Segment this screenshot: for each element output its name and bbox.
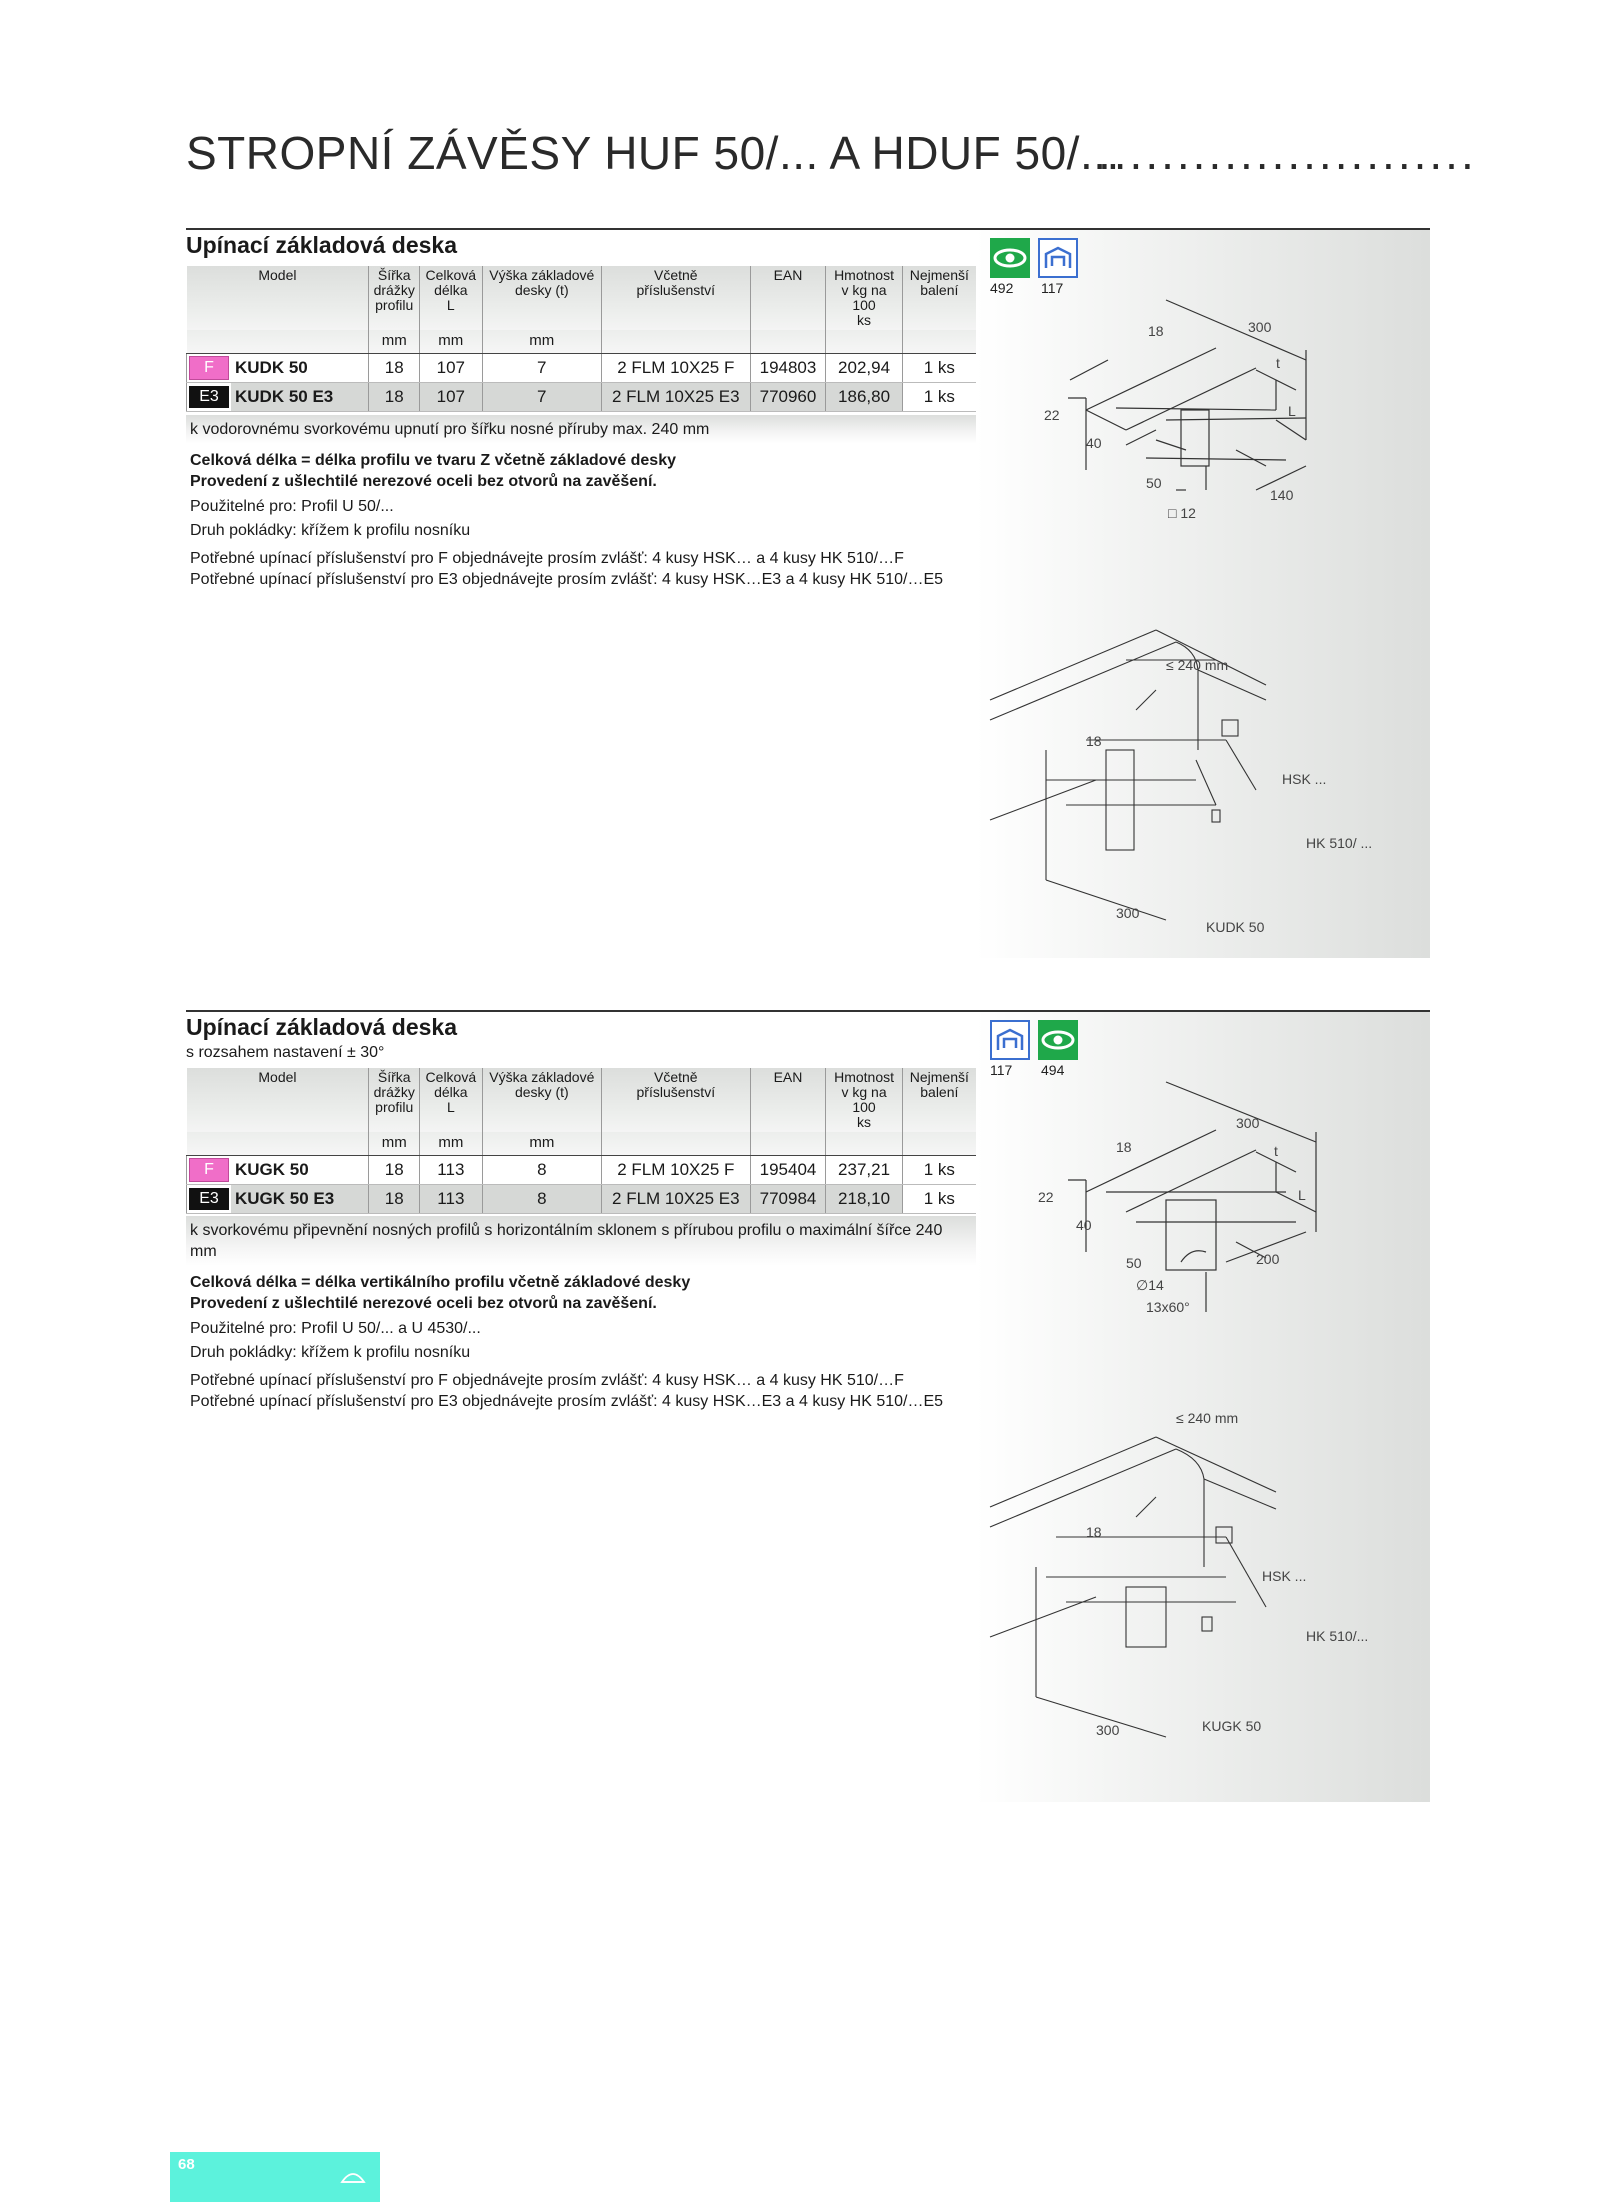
- icon-label: 494: [1041, 1062, 1065, 1078]
- finish-badge-f: F: [189, 356, 229, 380]
- col-pack: Nejmenší balení: [902, 266, 976, 330]
- cell-height: 8: [482, 1185, 601, 1214]
- dim-300: 300: [1096, 1722, 1120, 1738]
- hk-label: HK 510/ ...: [1306, 835, 1373, 851]
- cell-weight: 186,80: [826, 383, 902, 412]
- col-length: Celková délka L: [420, 1068, 483, 1132]
- dim-L: L: [1298, 1187, 1306, 1203]
- installation-drawing: [976, 590, 1430, 950]
- dim-300: 300: [1248, 319, 1272, 335]
- col-ean: EAN: [750, 1068, 826, 1132]
- col-width: Šířka drážky profilu: [369, 266, 420, 330]
- col-pack: Nejmenší balení: [902, 1068, 976, 1132]
- page-title: STROPNÍ ZÁVĚSY HUF 50/... A HDUF 50/...: [186, 127, 1120, 179]
- page-number-tab: [170, 2152, 380, 2202]
- dim-200: 200: [1256, 1251, 1280, 1267]
- unit-mm: mm: [369, 1132, 420, 1156]
- hsk-label: HSK ...: [1282, 771, 1327, 787]
- table-row: [187, 383, 977, 412]
- cell-height: 7: [482, 354, 601, 383]
- profile-icon[interactable]: [990, 1020, 1030, 1060]
- cell-length: 107: [420, 383, 483, 412]
- dim-22: 22: [1038, 1189, 1054, 1205]
- model-name: KUDK 50: [235, 358, 308, 377]
- unit-mm: mm: [420, 1132, 483, 1156]
- drawing-panel: [976, 1012, 1430, 1802]
- cell-height: 7: [482, 383, 601, 412]
- application-note: k vodorovnému svorkovému upnutí pro šířku nosné příruby max. 240 mm: [186, 415, 976, 444]
- dim-angle: 13x60°: [1146, 1299, 1190, 1315]
- cell-ean: 194803: [750, 354, 826, 383]
- flange-width-label: ≤ 240 mm: [1166, 657, 1229, 673]
- finish-badge-e3: E3: [189, 386, 229, 408]
- spec-table: [186, 1068, 976, 1214]
- eye-icon[interactable]: [1038, 1020, 1078, 1060]
- dim-18: 18: [1086, 1524, 1102, 1540]
- icon-label: 117: [990, 1062, 1013, 1078]
- finish-badge-e3: E3: [189, 1188, 229, 1210]
- table-row: [187, 354, 977, 383]
- logo-icon: [338, 2164, 368, 2190]
- profile-icon[interactable]: [1038, 238, 1078, 278]
- cell-accessories: 2 FLM 10X25 E3: [602, 1185, 751, 1214]
- part-label: KUDK 50: [1206, 919, 1265, 935]
- eye-icon[interactable]: [990, 238, 1030, 278]
- cell-accessories: 2 FLM 10X25 E3: [602, 383, 751, 412]
- unit-mm: mm: [420, 330, 483, 354]
- cell-pack: 1 ks: [902, 354, 976, 383]
- table-row: [187, 1156, 977, 1185]
- dim-140: 140: [1270, 487, 1294, 503]
- cell-height: 8: [482, 1156, 601, 1185]
- cell-ean: 770984: [750, 1185, 826, 1214]
- dim-300: 300: [1116, 905, 1140, 921]
- laying-type: Druh pokládky: křížem k profilu nosníku: [190, 522, 471, 539]
- col-height: Výška základové desky (t): [482, 1068, 601, 1132]
- col-width: Šířka drážky profilu: [369, 1068, 420, 1132]
- section-subheading: s rozsahem nastavení ± 30°: [186, 1044, 385, 1061]
- usable-for: Použitelné pro: Profil U 50/... a U 4530/...: [190, 1320, 481, 1337]
- cell-weight: 202,94: [826, 354, 902, 383]
- cell-accessories: 2 FLM 10X25 F: [602, 1156, 751, 1185]
- icon-label: 117: [1041, 280, 1064, 296]
- dim-t: t: [1274, 1143, 1278, 1159]
- dim-18: 18: [1116, 1139, 1132, 1155]
- section-kudk: [186, 228, 1430, 958]
- col-length: Celková délka L: [420, 266, 483, 330]
- cell-ean: 770960: [750, 383, 826, 412]
- cell-length: 107: [420, 354, 483, 383]
- dim-50: 50: [1126, 1255, 1142, 1271]
- length-definition: Celková délka = délka profilu ve tvaru Z včetně základové desky: [190, 452, 676, 469]
- cell-width: 18: [369, 1185, 420, 1214]
- cell-width: 18: [369, 1156, 420, 1185]
- required-accessories-f: Potřebné upínací příslušenství pro F objednávejte prosím zvlášť: 4 kusy HSK… a 4 kusy HK 510/…F: [190, 550, 904, 567]
- application-note: k svorkovému připevnění nosných profilů s horizontálním sklonem s přírubou profilu o maximální šířce 240 mm: [186, 1216, 976, 1266]
- dimension-drawing: [976, 290, 1430, 590]
- material-note: Provedení z ušlechtilé nerezové oceli bez otvorů na zavěšení.: [190, 473, 657, 490]
- dim-dia14: ∅14: [1136, 1277, 1164, 1293]
- cell-weight: 237,21: [826, 1156, 902, 1185]
- section-heading: Upínací základová deska: [186, 1014, 458, 1040]
- dim-300: 300: [1236, 1115, 1260, 1131]
- hsk-label: HSK ...: [1262, 1568, 1307, 1584]
- dim-22: 22: [1044, 407, 1060, 423]
- col-model: Model: [187, 266, 369, 330]
- part-label: KUGK 50: [1202, 1718, 1262, 1734]
- col-model: Model: [187, 1068, 369, 1132]
- cell-accessories: 2 FLM 10X25 F: [602, 354, 751, 383]
- drawing-panel: [976, 230, 1430, 958]
- model-name: KUGK 50 E3: [231, 1185, 368, 1213]
- col-height: Výška základové desky (t): [482, 266, 601, 330]
- hk-label: HK 510/...: [1306, 1628, 1369, 1644]
- col-accessories: Včetně příslušenství: [602, 1068, 751, 1132]
- required-accessories-e3: Potřebné upínací příslušenství pro E3 objednávejte prosím zvlášť: 4 kusy HSK…E3 a 4 kusy HK 510/…E5: [190, 571, 944, 588]
- dim-40: 40: [1086, 435, 1102, 451]
- section-kugk: [186, 1010, 1430, 1810]
- cell-ean: 195404: [750, 1156, 826, 1185]
- cell-length: 113: [420, 1156, 483, 1185]
- cell-width: 18: [369, 383, 420, 412]
- dim-L: L: [1288, 403, 1296, 419]
- section-heading: Upínací základová deska: [186, 232, 458, 258]
- dim-40: 40: [1076, 1217, 1092, 1233]
- page-number: 68: [178, 2156, 195, 2173]
- required-accessories-e3: Potřebné upínací příslušenství pro E3 objednávejte prosím zvlášť: 4 kusy HSK…E3 a 4 kusy HK 510/…E5: [190, 1393, 944, 1410]
- cell-length: 113: [420, 1185, 483, 1214]
- cell-pack: 1 ks: [902, 1185, 976, 1214]
- laying-type: Druh pokládky: křížem k profilu nosníku: [190, 1344, 471, 1361]
- finish-badge-f: F: [189, 1158, 229, 1182]
- col-weight: Hmotnost v kg na 100 ks: [826, 1068, 902, 1132]
- cell-pack: 1 ks: [902, 1156, 976, 1185]
- dim-18: 18: [1148, 323, 1164, 339]
- unit-mm: mm: [369, 330, 420, 354]
- col-weight: Hmotnost v kg na 100 ks: [826, 266, 902, 330]
- title-leader-dots: ........................: [1098, 127, 1477, 179]
- unit-mm: mm: [482, 330, 601, 354]
- required-accessories-f: Potřebné upínací příslušenství pro F objednávejte prosím zvlášť: 4 kusy HSK… a 4 kusy HK 510/…F: [190, 1372, 904, 1389]
- installation-drawing: [976, 1397, 1430, 1777]
- cell-pack: 1 ks: [902, 383, 976, 412]
- col-accessories: Včetně příslušenství: [602, 266, 751, 330]
- col-ean: EAN: [750, 266, 826, 330]
- icon-label: 492: [990, 280, 1014, 296]
- unit-mm: mm: [482, 1132, 601, 1156]
- model-name: KUDK 50 E3: [231, 383, 368, 411]
- flange-width-label: ≤ 240 mm: [1176, 1410, 1239, 1426]
- cell-weight: 218,10: [826, 1185, 902, 1214]
- model-name: KUGK 50: [235, 1160, 309, 1179]
- cell-width: 18: [369, 354, 420, 383]
- usable-for: Použitelné pro: Profil U 50/...: [190, 498, 394, 515]
- dim-sq12: □ 12: [1168, 505, 1196, 521]
- dim-50: 50: [1146, 475, 1162, 491]
- dim-18: 18: [1086, 733, 1102, 749]
- dim-t: t: [1276, 355, 1280, 371]
- spec-table: [186, 266, 976, 412]
- material-note: Provedení z ušlechtilé nerezové oceli bez otvorů na zavěšení.: [190, 1295, 657, 1312]
- length-definition: Celková délka = délka vertikálního profilu včetně základové desky: [190, 1274, 691, 1291]
- dimension-drawing: [976, 1072, 1430, 1392]
- table-row: [187, 1185, 977, 1214]
